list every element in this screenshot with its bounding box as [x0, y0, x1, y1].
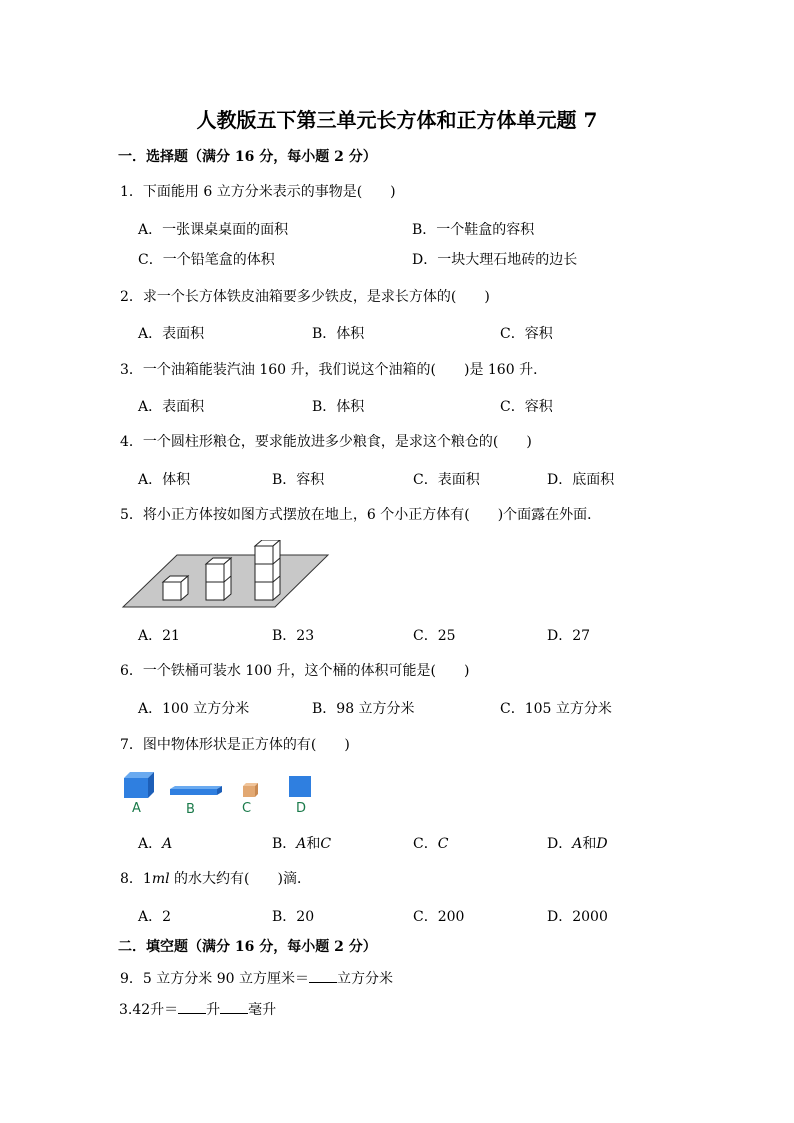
q6-option-b[interactable]: B．98 立方分米 [312, 701, 415, 717]
question-5: 5．将小正方体按如图方式摆放在地上，6 个小正方体有( )个面露在外面． [120, 507, 602, 523]
shapes-figure [122, 772, 318, 800]
q4-option-d[interactable]: D．底面积 [547, 472, 615, 488]
q3-option-a[interactable]: A．表面积 [138, 399, 205, 415]
section-2-heading: 二．填空题（满分 16 分，每小题 2 分） [118, 939, 377, 955]
answer-blank-3[interactable] [220, 1001, 248, 1014]
q1-option-d[interactable]: D．一块大理石地砖的边长 [412, 252, 578, 268]
question-9-line-2: 3.42升＝ 升 毫升 [119, 1002, 277, 1018]
question-4: 4．一个圆柱形粮仓，要求能放进多少粮食，是求这个粮仓的( ) [120, 434, 532, 450]
question-1: 1．下面能用 6 立方分米表示的事物是( ) [120, 184, 396, 200]
q2-option-b[interactable]: B．体积 [312, 326, 365, 342]
figure-label-c: C [242, 801, 252, 816]
q1-option-b[interactable]: B．一个鞋盒的容积 [412, 222, 535, 238]
q4-option-b[interactable]: B．容积 [272, 472, 325, 488]
question-7: 7．图中物体形状是正方体的有( ) [120, 737, 350, 753]
q7-option-d[interactable]: D．A和D [547, 836, 608, 852]
q2-option-a[interactable]: A．表面积 [138, 326, 205, 342]
q1-option-c[interactable]: C．一个铅笔盒的体积 [138, 252, 275, 268]
cubes-on-plane-figure [118, 540, 332, 612]
q5-option-a[interactable]: A．21 [138, 628, 180, 644]
question-9-line-1: 9．5 立方分米 90 立方厘米＝ 立方分米 [120, 971, 393, 987]
question-2: 2．求一个长方体铁皮油箱要多少铁皮，是求长方体的( ) [120, 289, 490, 305]
q8-option-c[interactable]: C．200 [413, 909, 465, 925]
figure-label-a: A [132, 801, 141, 816]
figure-label-b: B [186, 802, 195, 817]
page-title: 人教版五下第三单元长方体和正方体单元题 7 [196, 108, 598, 132]
question-3: 3．一个油箱能装汽油 160 升，我们说这个油箱的( )是 160 升． [120, 362, 548, 378]
q3-option-c[interactable]: C．容积 [500, 399, 553, 415]
section-1-heading: 一．选择题（满分 16 分，每小题 2 分） [118, 149, 377, 165]
answer-blank-1[interactable] [309, 970, 337, 983]
q8-option-b[interactable]: B．20 [272, 909, 315, 925]
q7-option-a[interactable]: A．A [138, 836, 173, 852]
q5-option-c[interactable]: C．25 [413, 628, 456, 644]
q7-option-c[interactable]: C．C [413, 836, 449, 852]
q4-option-a[interactable]: A．体积 [138, 472, 191, 488]
q6-option-a[interactable]: A．100 立方分米 [138, 701, 250, 717]
q3-option-b[interactable]: B．体积 [312, 399, 365, 415]
question-8: 8．1ml 的水大约有( )滴． [120, 871, 311, 887]
figure-label-d: D [296, 801, 307, 816]
q7-option-b[interactable]: B．A和C [272, 836, 332, 852]
q8-option-a[interactable]: A．2 [138, 909, 172, 925]
q8-option-d[interactable]: D．2000 [547, 909, 608, 925]
answer-blank-2[interactable] [178, 1001, 206, 1014]
q5-option-b[interactable]: B．23 [272, 628, 315, 644]
q4-option-c[interactable]: C．表面积 [413, 472, 480, 488]
q1-option-a[interactable]: A．一张课桌桌面的面积 [138, 222, 289, 238]
q2-option-c[interactable]: C．容积 [500, 326, 553, 342]
question-6: 6．一个铁桶可装水 100 升，这个桶的体积可能是( ) [120, 663, 470, 679]
q5-option-d[interactable]: D．27 [547, 628, 591, 644]
q6-option-c[interactable]: C．105 立方分米 [500, 701, 612, 717]
